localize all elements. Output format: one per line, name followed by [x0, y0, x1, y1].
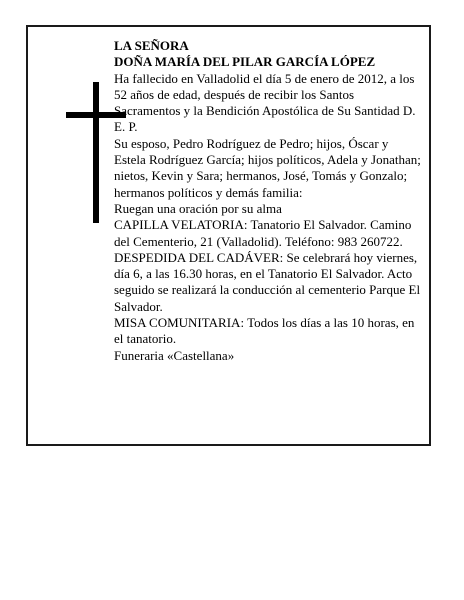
- funeral-home: Funeraria «Castellana»: [114, 347, 235, 363]
- family-list: Su esposo, Pedro Rodríguez de Pedro; hijos, Óscar y Estela Rodríguez García; hijos políticos, Adela y Jonathan; nietos, Kevin y Sara; hermanos, José, Tomás y Gonzalo; hermanos políticos y demás familia:: [114, 135, 421, 200]
- prayer-request: Ruegan una oración por su alma: [114, 200, 282, 216]
- cross-icon-vertical-bar: [93, 82, 99, 223]
- notice-body: [114, 38, 422, 364]
- deceased-name: DOÑA MARÍA DEL PILAR GARCÍA LÓPEZ: [114, 54, 376, 70]
- death-statement: Ha fallecido en Valladolid el día 5 de enero de 2012, a los 52 años de edad, después de recibir los Santos Sacramentos y la Bendición Apostólica de Su Santidad D. E. P.: [114, 70, 416, 135]
- mass-info: MISA COMUNITARIA: Todos los días a las 10 horas, en el tanatorio.: [114, 315, 415, 347]
- chapel-info: CAPILLA VELATORIA: Tanatorio El Salvador. Camino del Cementerio, 21 (Valladolid). Teléfono: 983 260722.: [114, 217, 412, 249]
- farewell-info: DESPEDIDA DEL CADÁVER: Se celebrará hoy viernes, día 6, a las 16.30 horas, en el Tanatorio El Salvador. Acto seguido se realizará la conducción al cementerio Parque El Salvador.: [114, 249, 421, 314]
- notice-heading-title: LA SEÑORA: [114, 38, 189, 53]
